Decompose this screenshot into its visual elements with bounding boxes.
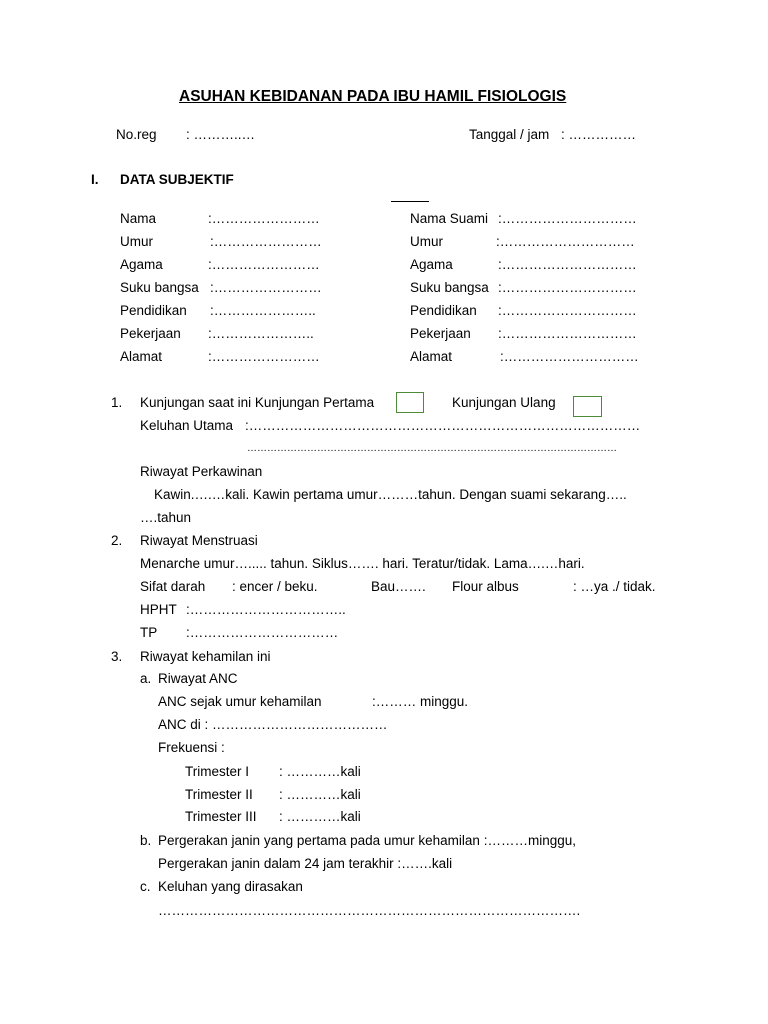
riwayat-kehamilan-title: Riwayat kehamilan ini <box>140 649 271 664</box>
section-number: I. <box>91 172 99 187</box>
keluhan-utama-label: Keluhan Utama <box>140 418 234 433</box>
riwayat-perkawinan-title: Riwayat Perkawinan <box>140 464 263 479</box>
flour-albus-label: Flour albus <box>452 579 519 594</box>
identity-label-alamat-suami: Alamat <box>410 349 453 364</box>
identity-label-suku: Suku bangsa <box>120 280 199 295</box>
perkawinan-line1[interactable]: Kawin.….…kali. Kawin pertama umur………tahun. Dengan suami sekarang….. <box>154 487 627 502</box>
kunjungan-pertama-label: Kunjungan saat ini Kunjungan Pertama <box>140 395 375 410</box>
kunjungan-ulang-checkbox[interactable] <box>573 396 602 417</box>
perkawinan-line2[interactable]: ….tahun <box>140 510 192 525</box>
item1-number: 1. <box>111 395 123 410</box>
trimester-1-value[interactable]: : …………kali <box>279 764 361 779</box>
identity-label-pekerjaan-suami: Pekerjaan <box>410 326 471 341</box>
identity-label-suku-suami: Suku bangsa <box>410 280 489 295</box>
trimester-2-label: Trimester II <box>185 787 253 802</box>
section-title: DATA SUBJEKTIF <box>120 172 234 187</box>
tanggal-value[interactable]: : …………… <box>561 127 637 142</box>
anc-sejak-label: ANC sejak umur kehamilan <box>158 694 322 709</box>
sifat-darah-label: Sifat darah <box>140 579 206 594</box>
keluhan-utama-value[interactable]: :…………………………………………………………………………… <box>245 418 641 433</box>
identity-label-pendidikan: Pendidikan <box>120 303 187 318</box>
trimester-3-label: Trimester III <box>185 809 257 824</box>
identity-label-nama: Nama <box>120 211 157 226</box>
identity-label-umur-suami: Umur <box>410 234 443 249</box>
keluhan-utama-line2[interactable]: ………………………………………………………………………………………………… <box>247 443 617 454</box>
identity-value-suku[interactable]: :…………………… <box>210 280 322 295</box>
identity-value-alamat[interactable]: :…………………… <box>208 349 320 364</box>
document-title: ASUHAN KEBIDANAN PADA IBU HAMIL FISIOLOGIS <box>179 88 567 105</box>
keluhan-dirasakan-line[interactable]: …………………………………………………………………………………. <box>158 903 581 918</box>
tp-value[interactable]: :…………………………… <box>186 625 339 640</box>
identity-label-umur: Umur <box>120 234 153 249</box>
identity-value-pekerjaan[interactable]: :………………….. <box>208 326 314 341</box>
trimester-2-value[interactable]: : …………kali <box>279 787 361 802</box>
item2-number: 2. <box>111 533 123 548</box>
anc-sejak-value[interactable]: :……… minggu. <box>372 694 469 709</box>
kunjungan-pertama-checkbox[interactable] <box>396 392 424 413</box>
identity-value-agama[interactable]: :…………………… <box>208 257 320 272</box>
identity-value-pekerjaan-suami[interactable]: :………………………… <box>498 326 637 341</box>
identity-label-nama-suami: Nama Suami <box>410 211 489 226</box>
identity-label-agama-suami: Agama <box>410 257 453 272</box>
hpht-value[interactable]: :…………………………….. <box>186 602 346 617</box>
trimester-1-label: Trimester I <box>185 764 249 779</box>
anc-di-field[interactable]: ANC di : ………………………………… <box>158 717 388 732</box>
trimester-3-value[interactable]: : …………kali <box>279 809 361 824</box>
bau-field[interactable]: Bau……. <box>371 579 426 594</box>
hpht-label: HPHT <box>140 602 177 617</box>
identity-value-nama[interactable]: :…………………… <box>208 211 320 226</box>
riwayat-menstruasi-title: Riwayat Menstruasi <box>140 533 258 548</box>
subitem-a-letter: a. <box>140 671 152 686</box>
kunjungan-ulang-label: Kunjungan Ulang <box>452 395 556 410</box>
sifat-darah-value[interactable]: : encer / beku. <box>232 579 318 594</box>
riwayat-anc-title: Riwayat ANC <box>158 671 238 686</box>
tp-label: TP <box>140 625 158 640</box>
identity-value-pendidikan[interactable]: :………………….. <box>210 303 316 318</box>
noreg-label: No.reg <box>116 127 157 142</box>
identity-value-nama-suami[interactable]: :………………………… <box>498 211 637 226</box>
identity-value-alamat-suami[interactable]: :………………………… <box>500 349 639 364</box>
pergerakan-janin-pertama[interactable]: Pergerakan janin yang pertama pada umur kehamilan :………minggu, <box>158 833 576 848</box>
identity-label-pekerjaan: Pekerjaan <box>120 326 181 341</box>
identity-value-umur[interactable]: :…………………… <box>210 234 322 249</box>
identity-value-pendidikan-suami[interactable]: :………………………… <box>498 303 637 318</box>
identity-label-alamat: Alamat <box>120 349 163 364</box>
keluhan-dirasakan-title: Keluhan yang dirasakan <box>158 879 303 894</box>
subitem-b-letter: b. <box>140 833 152 848</box>
item3-number: 3. <box>111 649 123 664</box>
frekuensi-label: Frekuensi : <box>158 740 225 755</box>
identity-label-agama: Agama <box>120 257 163 272</box>
pergerakan-janin-24jam[interactable]: Pergerakan janin dalam 24 jam terakhir :…….kali <box>158 856 453 871</box>
tanggal-label: Tanggal / jam <box>469 127 550 142</box>
identity-label-pendidikan-suami: Pendidikan <box>410 303 477 318</box>
identity-value-suku-suami[interactable]: :………………………… <box>498 280 637 295</box>
identity-value-umur-suami[interactable]: :………………………… <box>496 234 635 249</box>
subitem-c-letter: c. <box>140 879 151 894</box>
identity-value-agama-suami[interactable]: :………………………… <box>498 257 637 272</box>
menarche-line[interactable]: Menarche umur…..... tahun. Siklus……. hari. Teratur/tidak. Lama….…hari. <box>140 556 585 571</box>
flour-albus-value[interactable]: : …ya ./ tidak. <box>573 579 656 594</box>
noreg-value[interactable]: : ………..… <box>186 127 256 142</box>
divider-line <box>391 201 429 202</box>
